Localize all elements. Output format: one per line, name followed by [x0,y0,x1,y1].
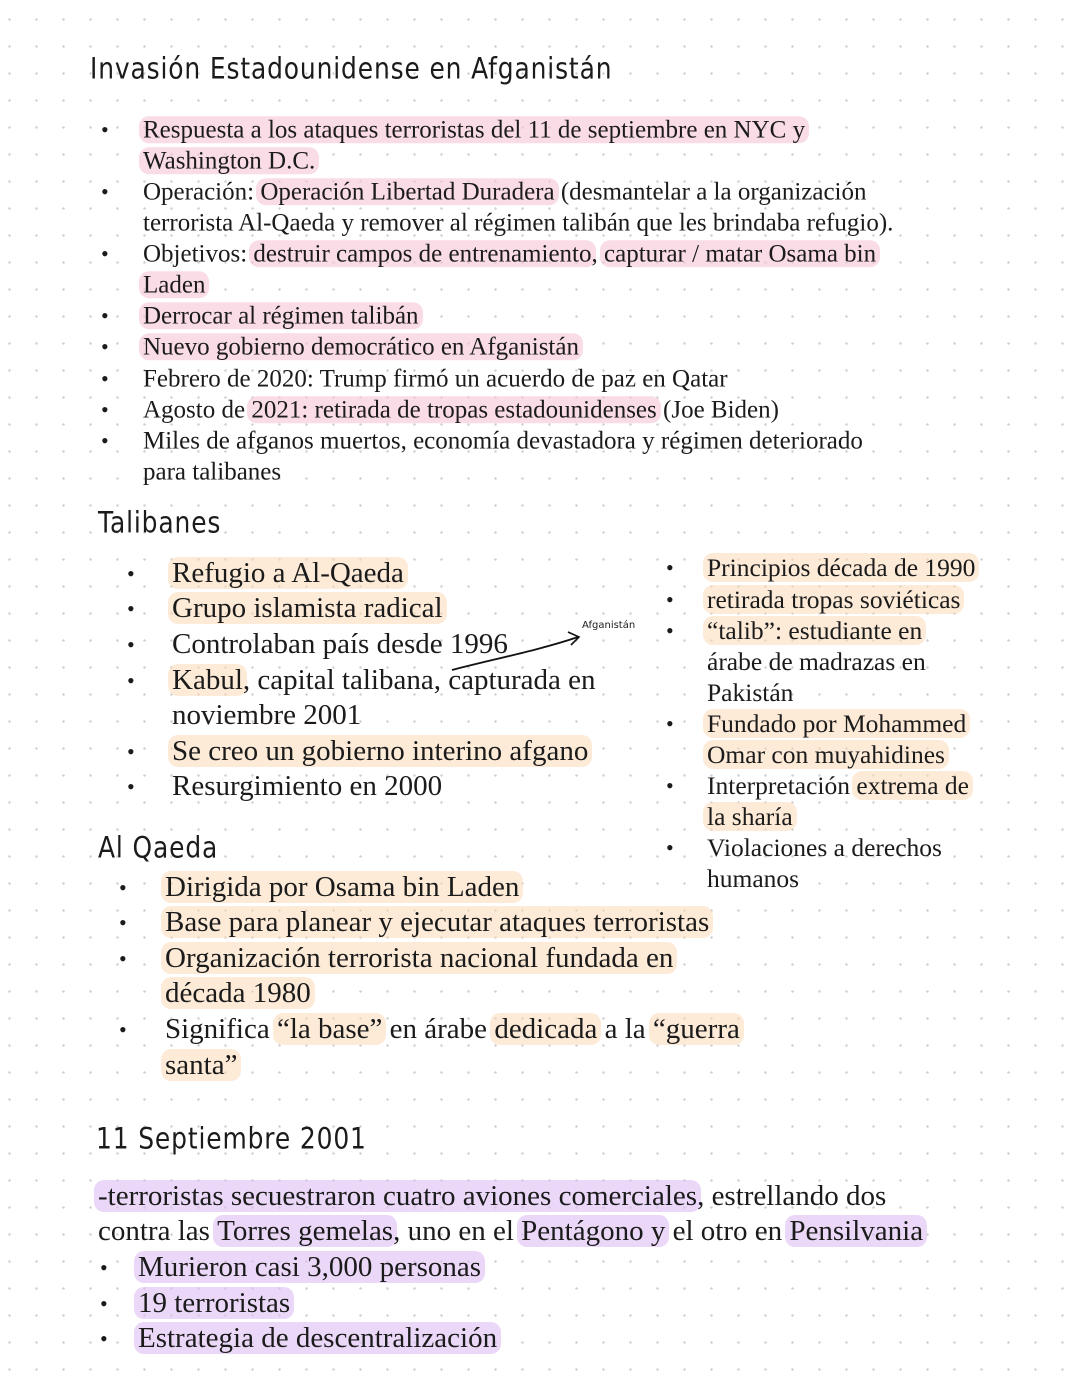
note-line [143,272,205,297]
note-line [172,594,443,623]
highlighted-text: -terroristas secuestraron cuatro aviones comerciales [94,1180,701,1212]
note-line [165,1015,740,1044]
text: Operación: [143,178,261,206]
highlighted-text: dedicada [490,1013,601,1045]
bullet-icon: • [127,560,135,586]
highlighted-text: destruir campos de entrenamiento [249,240,595,267]
highlighted-text: Se creo un gobierno interino afgano [168,735,592,767]
bullet-icon: • [666,586,674,612]
note-line [707,832,942,862]
note-line [165,979,311,1008]
highlighted-text: 19 terroristas [134,1287,294,1319]
note-line [143,366,728,391]
note-line [143,148,315,173]
highlighted-text: “la base” [273,1013,386,1045]
text: Interpretación [707,770,857,800]
bullet-icon: • [119,874,127,900]
bullet-icon: • [100,1254,108,1280]
text: , estrellando dos [697,1180,887,1213]
bullet-icon: • [666,554,674,580]
note-line [707,552,976,582]
bullet-icon: • [101,427,109,453]
note-line [143,303,419,328]
note-line [143,179,867,204]
highlighted-text: Dirigida por Osama bin Laden [161,871,523,903]
bullet-icon: • [127,667,135,693]
note-line [165,944,673,973]
text: Controlaban país desde 1996 [172,628,508,661]
text: a la [597,1013,653,1046]
highlighted-text: Washington D.C. [139,147,319,174]
text: Objetivos: [143,240,254,268]
highlighted-text: retirada tropas soviéticas [703,585,964,614]
highlighted-text: Estrategia de descentralización [134,1322,501,1354]
text: contra las [98,1215,218,1248]
talibanes-heading: Talibanes [98,505,222,540]
highlighted-text: Pensilvania [785,1215,927,1247]
highlighted-text: santa” [161,1049,241,1081]
highlighted-text: Kabul [168,664,247,696]
text: Febrero de 2020: Trump firmó un acuerdo de paz en Qatar [143,365,728,393]
afganistan-annotation: Afganistán [582,620,636,631]
bullet-icon: • [119,1016,127,1042]
bullet-icon: • [666,834,674,860]
highlighted-text: Pentágono y [517,1215,669,1247]
text: Miles de afganos muertos, economía devastadora y régimen deteriorado [143,427,863,455]
bullet-icon: • [127,631,135,657]
highlighted-text: Principios década de 1990 [703,553,979,582]
highlighted-text: Refugio a Al-Qaeda [168,557,408,589]
bullet-icon: • [101,396,109,422]
bullet-icon: • [127,595,135,621]
note-line [707,708,967,738]
note-line [138,1289,290,1318]
highlighted-text: Respuesta a los ataques terroristas del 11 de septiembre en NYC y [139,116,809,143]
note-line [172,701,361,730]
text: (desmantelar a la organización [554,178,867,206]
note-line [707,615,923,645]
bullet-icon: • [101,365,109,391]
note-line [143,241,876,266]
note-line [172,559,404,588]
text: Resurgimiento en 2000 [172,770,443,803]
text: (Joe Biden) [656,396,779,424]
note-line [138,1324,497,1353]
alqaeda-heading: Al Qaeda [98,830,219,865]
note-line [143,428,863,453]
note-line [172,737,588,766]
note-line [98,1217,923,1246]
highlighted-text: extrema de [852,771,973,800]
bullet-icon: • [101,333,109,359]
note-line [143,334,579,359]
bullet-icon: • [101,178,109,204]
highlighted-text: Fundado por Mohammed [703,709,970,738]
highlighted-text: Organización terrorista nacional fundada en [161,942,677,974]
note-line [165,908,709,937]
text: Pakistán [707,677,794,707]
bullet-icon: • [119,945,127,971]
note-line [172,772,442,801]
note-line [707,801,793,831]
highlighted-text: capturar / matar Osama bin [600,240,880,267]
sept11-heading: 11 Septiembre 2001 [96,1121,367,1156]
note-line [143,397,779,422]
note-line [165,873,519,902]
note-line [707,584,961,614]
bullet-icon: • [666,772,674,798]
invasion-heading: Invasión Estadounidense en Afganistán [90,51,613,86]
highlighted-text: Derrocar al régimen talibán [139,302,423,329]
note-line [707,863,800,893]
bullet-icon: • [101,302,109,328]
note-line [143,210,893,235]
highlighted-text: Nuevo gobierno democrático en Afganistán [139,333,583,360]
note-line [138,1253,481,1282]
highlighted-text: Grupo islamista radical [168,592,447,624]
bullet-icon: • [100,1290,108,1316]
text: en árabe [382,1013,495,1046]
text: el otro en [665,1215,790,1248]
text: para talibanes [143,458,282,486]
bullet-icon: • [101,116,109,142]
text: árabe de madrazas en [707,646,926,676]
text: Agosto de [143,396,252,424]
bullet-icon: • [119,909,127,935]
note-line [707,646,926,676]
bullet-icon: • [100,1325,108,1351]
bullet-icon: • [666,617,674,643]
annotation-arrow-icon [450,628,585,673]
note-line [707,739,945,769]
highlighted-text: la sharía [703,802,797,831]
text: , uno en el [393,1215,522,1248]
bullet-icon: • [127,773,135,799]
text: Violaciones a derechos [707,832,942,862]
highlighted-text: Murieron casi 3,000 personas [134,1251,485,1283]
text: humanos [707,863,800,893]
note-line [707,677,794,707]
highlighted-text: Torres gemelas [213,1215,397,1247]
text: terrorista Al-Qaeda y remover al régimen talibán que les brindaba refugio). [143,209,894,237]
text: Significa [165,1013,277,1046]
note-line [143,117,805,142]
highlighted-text: “guerra [649,1013,744,1045]
note-line [143,459,281,484]
text: , [591,240,604,268]
highlighted-text: década 1980 [161,977,315,1009]
bullet-icon: • [127,738,135,764]
note-line [165,1051,237,1080]
highlighted-text: “talib”: estudiante en [703,616,926,645]
note-line [707,770,969,800]
note-line [98,1182,886,1211]
highlighted-text: Base para planear y ejecutar ataques terroristas [161,906,713,938]
text: noviembre 2001 [172,699,362,732]
highlighted-text: Laden [139,271,209,298]
highlighted-text: 2021: retirada de tropas estadounidenses [247,396,660,423]
bullet-icon: • [101,240,109,266]
highlighted-text: Operación Libertad Duradera [256,178,558,205]
text: , capital talibana, capturada en [242,664,596,697]
bullet-icon: • [666,710,674,736]
highlighted-text: Omar con muyahidines [703,740,949,769]
